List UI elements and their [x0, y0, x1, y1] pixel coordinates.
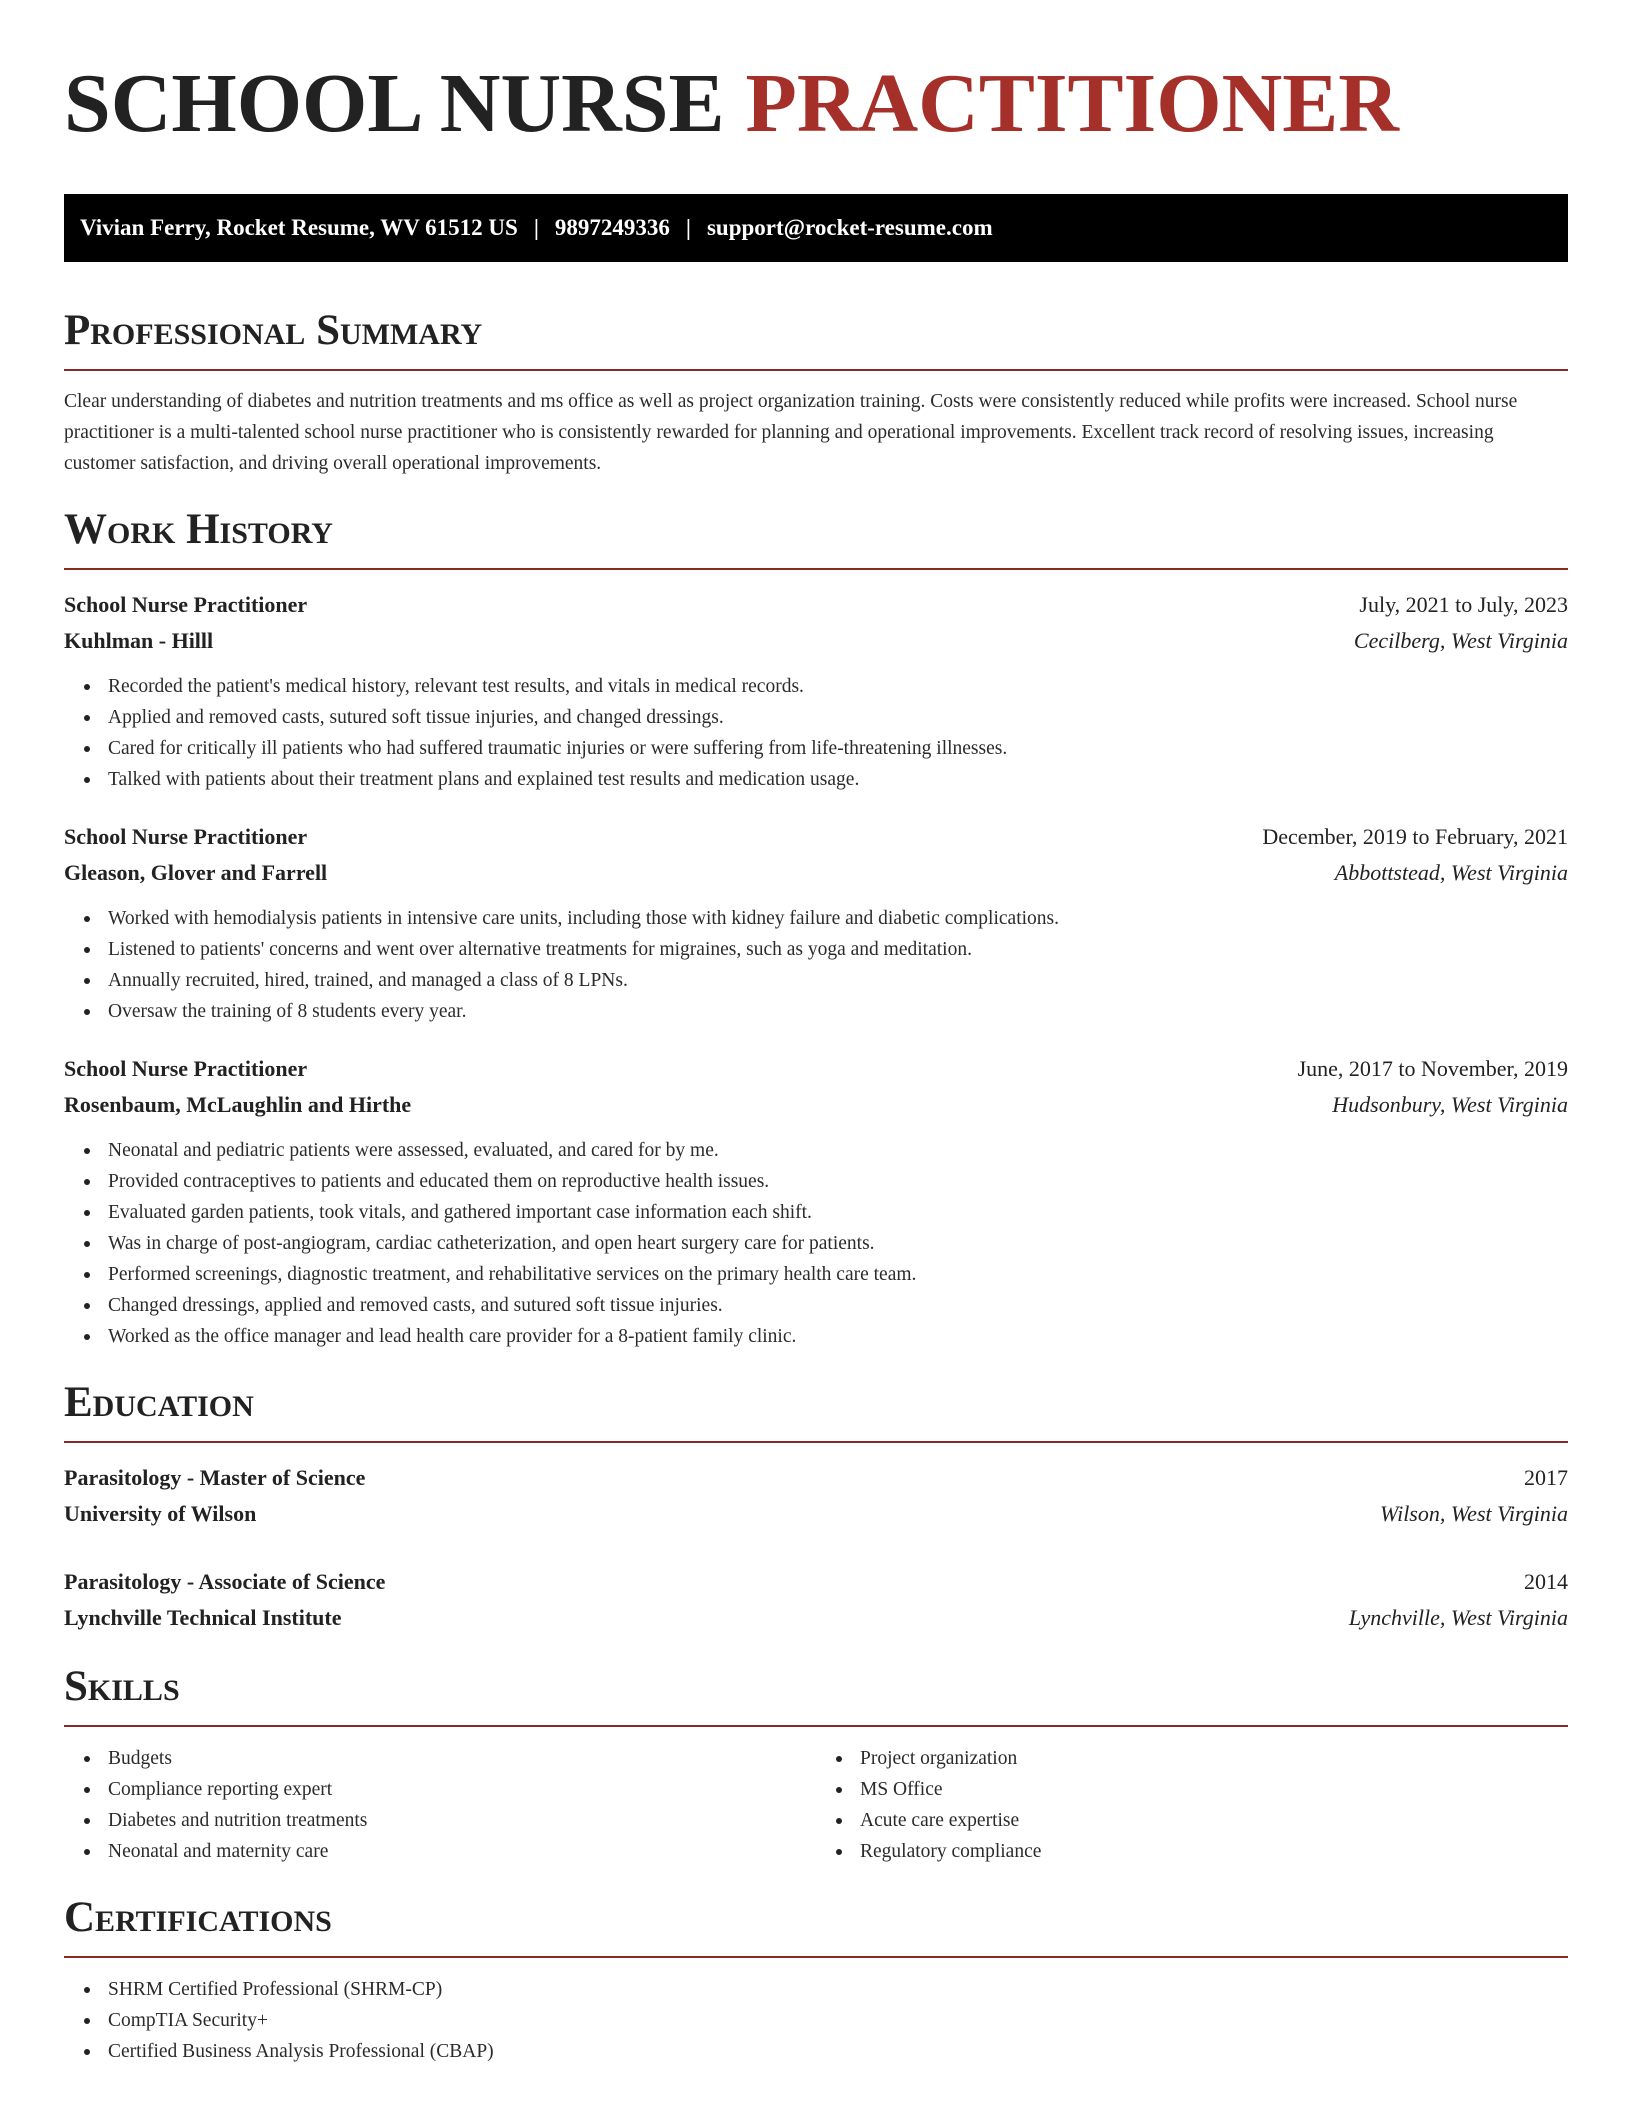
skill-item: Diabetes and nutrition treatments	[108, 1805, 816, 1836]
section-divider	[64, 1441, 1568, 1443]
job-location: Hudsonbury, West Virginia	[1332, 1092, 1568, 1117]
job-dates: December, 2019 to February, 2021	[1262, 824, 1568, 849]
job-location: Cecilberg, West Virginia	[1353, 628, 1568, 653]
skill-item: Acute care expertise	[860, 1805, 1568, 1836]
title-main: SCHOOL NURSE	[64, 57, 725, 150]
job-bullets	[64, 671, 1568, 795]
job-title: School Nurse Practitioner	[64, 592, 308, 617]
job-company: Kuhlman - Hilll	[64, 628, 214, 653]
job-company-row	[64, 623, 1568, 659]
list-item: Performed screenings, diagnostic treatment, and rehabilitative services on the primary health care team.	[108, 1259, 1568, 1290]
certification-item: CompTIA Security+	[108, 2005, 1568, 2036]
education-school-row	[64, 1496, 1568, 1532]
skill-item: Regulatory compliance	[860, 1836, 1568, 1867]
education-school: Lynchville Technical Institute	[64, 1605, 342, 1630]
title-accent: PRACTITIONER	[745, 57, 1399, 150]
list-item: Annually recruited, hired, trained, and managed a class of 8 LPNs.	[108, 965, 1568, 996]
resume-title	[64, 58, 1568, 150]
job-header-row	[64, 1051, 1568, 1087]
job-company: Rosenbaum, McLaughlin and Hirthe	[64, 1092, 412, 1117]
contact-separator: |	[533, 215, 539, 240]
education-location: Wilson, West Virginia	[1379, 1501, 1568, 1526]
list-item: Changed dressings, applied and removed casts, and sutured soft tissue injuries.	[108, 1290, 1568, 1321]
section-heading-summary: Professional Summary	[64, 307, 483, 354]
job-header-row	[64, 819, 1568, 855]
job-location: Abbottstead, West Virginia	[1334, 860, 1568, 885]
contact-email: support@rocket-resume.com	[706, 215, 993, 240]
skills-column-left	[64, 1743, 816, 1867]
education-school: University of Wilson	[64, 1501, 257, 1526]
list-item: Was in charge of post-angiogram, cardiac catheterization, and open heart surgery care for patients.	[108, 1228, 1568, 1259]
job-company-row	[64, 855, 1568, 891]
job-entry	[64, 819, 1568, 1027]
education-section	[64, 1378, 1568, 1636]
skill-item: Compliance reporting expert	[108, 1774, 816, 1805]
certifications-section	[64, 1893, 1568, 2067]
job-dates: July, 2021 to July, 2023	[1359, 592, 1568, 617]
education-entry	[64, 1564, 1568, 1636]
education-entry	[64, 1460, 1568, 1532]
contact-bar	[64, 194, 1568, 262]
skill-item: Project organization	[860, 1743, 1568, 1774]
job-company-row	[64, 1087, 1568, 1123]
skills-grid	[64, 1727, 1568, 1867]
list-item: Worked as the office manager and lead health care provider for a 8-patient family clinic.	[108, 1321, 1568, 1352]
list-item: Worked with hemodialysis patients in intensive care units, including those with kidney failure and diabetic complications.	[108, 903, 1568, 934]
section-divider	[64, 1956, 1568, 1958]
work-history-section	[64, 505, 1568, 1352]
list-item: Recorded the patient's medical history, relevant test results, and vitals in medical records.	[108, 671, 1568, 702]
education-school-row	[64, 1600, 1568, 1636]
job-company: Gleason, Glover and Farrell	[64, 860, 328, 885]
job-bullets	[64, 1135, 1568, 1352]
job-dates: June, 2017 to November, 2019	[1297, 1056, 1568, 1081]
section-heading-skills: Skills	[64, 1663, 180, 1710]
skill-item: Neonatal and maternity care	[108, 1836, 816, 1867]
list-item: Provided contraceptives to patients and educated them on reproductive health issues.	[108, 1166, 1568, 1197]
education-location: Lynchville, West Virginia	[1348, 1605, 1568, 1630]
education-year: 2017	[1524, 1465, 1568, 1490]
contact-separator: |	[685, 215, 691, 240]
job-title: School Nurse Practitioner	[64, 1056, 308, 1081]
section-divider	[64, 369, 1568, 371]
education-header-row	[64, 1564, 1568, 1600]
job-title: School Nurse Practitioner	[64, 824, 308, 849]
job-entry	[64, 1051, 1568, 1352]
list-item: Evaluated garden patients, took vitals, and gathered important case information each shift.	[108, 1197, 1568, 1228]
certification-item: Certified Business Analysis Professional (CBAP)	[108, 2036, 1568, 2067]
contact-address: Vivian Ferry, Rocket Resume, WV 61512 US	[80, 215, 518, 240]
job-header-row	[64, 587, 1568, 623]
section-divider	[64, 568, 1568, 570]
skill-item: Budgets	[108, 1743, 816, 1774]
list-item: Applied and removed casts, sutured soft tissue injuries, and changed dressings.	[108, 702, 1568, 733]
list-item: Listened to patients' concerns and went over alternative treatments for migraines, such as yoga and meditation.	[108, 934, 1568, 965]
section-heading-education: Education	[64, 1379, 254, 1426]
job-entry	[64, 587, 1568, 795]
skill-item: MS Office	[860, 1774, 1568, 1805]
contact-phone: 9897249336	[554, 215, 670, 240]
list-item: Talked with patients about their treatment plans and explained test results and medication usage.	[108, 764, 1568, 795]
education-header-row	[64, 1460, 1568, 1496]
education-degree: Parasitology - Master of Science	[64, 1465, 366, 1490]
certifications-list	[64, 1974, 1568, 2067]
skills-column-right	[816, 1743, 1568, 1867]
education-year: 2014	[1524, 1569, 1568, 1594]
certification-item: SHRM Certified Professional (SHRM-CP)	[108, 1974, 1568, 2005]
skills-section	[64, 1662, 1568, 1867]
list-item: Oversaw the training of 8 students every year.	[108, 996, 1568, 1027]
list-item: Cared for critically ill patients who had suffered traumatic injuries or were suffering from life-threatening illnesses.	[108, 733, 1568, 764]
section-heading-certifications: Certifications	[64, 1894, 332, 1941]
summary-text: Clear understanding of diabetes and nutrition treatments and ms office as well as project organization training. Costs were consistently reduced while profits were increased. School nurse practitioner is a multi-talented school nurse practitioner who is consistently rewarded for planning and operational improvements. Excellent track record of resolving issues, increasing customer satisfaction, and driving overall operational improvements.	[64, 391, 1518, 474]
education-degree: Parasitology - Associate of Science	[64, 1569, 386, 1594]
list-item: Neonatal and pediatric patients were assessed, evaluated, and cared for by me.	[108, 1135, 1568, 1166]
summary-section	[64, 306, 1568, 479]
section-heading-work: Work History	[64, 506, 333, 553]
job-bullets	[64, 903, 1568, 1027]
